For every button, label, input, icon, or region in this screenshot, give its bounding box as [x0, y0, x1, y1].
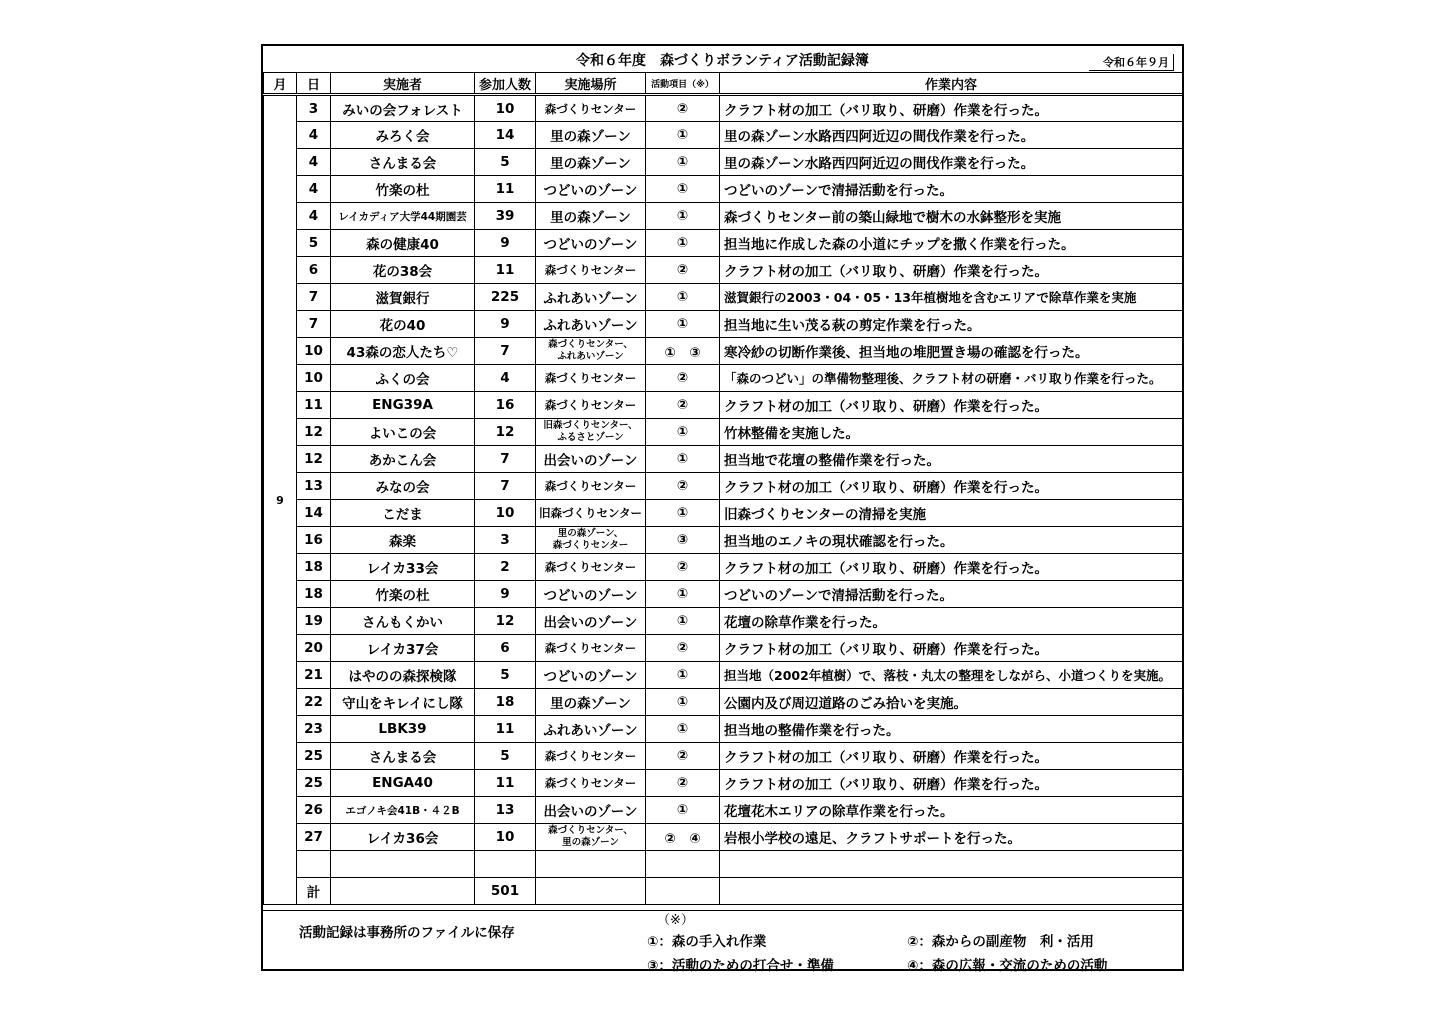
- legend-item-4: ④：森の広報・交流のための活動: [907, 958, 1108, 974]
- work-cell: クラフト材の加工（バリ取り、研磨）作業を行った。: [720, 95, 1183, 122]
- empty-cell: [646, 878, 720, 905]
- place-cell: 森づくりセンター: [536, 635, 646, 662]
- activity-cell: ①: [646, 176, 720, 203]
- total-row: [264, 878, 1183, 905]
- empty-cell: [475, 851, 536, 878]
- participants-cell: 9: [475, 230, 536, 257]
- activity-cell: ①: [646, 797, 720, 824]
- activity-log-sheet: [261, 44, 1184, 974]
- blank-row: [264, 851, 1183, 878]
- group-cell: ふくの会: [331, 365, 475, 392]
- place-cell: つどいのゾーン: [536, 581, 646, 608]
- work-cell: 担当地で花壇の整備作業を行った。: [720, 446, 1183, 473]
- table-row: [264, 797, 1183, 824]
- group-cell: レイカ33会: [331, 554, 475, 581]
- table-row: [264, 824, 1183, 851]
- participants-cell: 11: [475, 257, 536, 284]
- day-cell: 10: [297, 365, 331, 392]
- participants-cell: 10: [475, 824, 536, 851]
- table-row: [264, 95, 1183, 122]
- activity-cell: ②: [646, 392, 720, 419]
- participants-cell: 14: [475, 122, 536, 149]
- activity-cell: ①: [646, 689, 720, 716]
- participants-cell: 3: [475, 527, 536, 554]
- work-cell: 里の森ゾーン水路西四阿近辺の間伐作業を行った。: [720, 149, 1183, 176]
- work-cell: 花壇花木エリアの除草作業を行った。: [720, 797, 1183, 824]
- work-cell: クラフト材の加工（バリ取り、研磨）作業を行った。: [720, 743, 1183, 770]
- table-row: [264, 338, 1183, 365]
- work-cell: 担当地のエノキの現状確認を行った。: [720, 527, 1183, 554]
- participants-cell: 7: [475, 338, 536, 365]
- participants-cell: 10: [475, 500, 536, 527]
- table-row: [264, 581, 1183, 608]
- place-cell: 旧森づくりセンター: [536, 500, 646, 527]
- group-cell: さんまる会: [331, 743, 475, 770]
- participants-cell: 39: [475, 203, 536, 230]
- table-row: [264, 203, 1183, 230]
- activity-cell: ①: [646, 608, 720, 635]
- activity-cell: ①: [646, 500, 720, 527]
- participants-cell: 11: [475, 770, 536, 797]
- table-row: [264, 473, 1183, 500]
- participants-cell: 11: [475, 176, 536, 203]
- place-cell: [536, 419, 646, 446]
- place-cell: ふれあいゾーン: [536, 716, 646, 743]
- day-cell: 19: [297, 608, 331, 635]
- place-line-2: 里の森ゾーン: [562, 837, 619, 848]
- empty-cell: [720, 878, 1183, 905]
- day-cell: 12: [297, 419, 331, 446]
- work-cell: クラフト材の加工（バリ取り、研磨）作業を行った。: [720, 392, 1183, 419]
- group-cell: エゴノキ会41B・４２B: [331, 797, 475, 824]
- participants-cell: 11: [475, 716, 536, 743]
- place-cell: ふれあいゾーン: [536, 284, 646, 311]
- activity-cell: ①: [646, 662, 720, 689]
- empty-cell: [331, 878, 475, 905]
- day-cell: 23: [297, 716, 331, 743]
- participants-cell: 225: [475, 284, 536, 311]
- place-line-2: ふるさとゾーン: [557, 432, 624, 443]
- group-cell: さんもくかい: [331, 608, 475, 635]
- activity-cell: ②: [646, 95, 720, 122]
- group-cell: 花の38会: [331, 257, 475, 284]
- activity-cell: ①: [646, 419, 720, 446]
- place-cell: [536, 338, 646, 365]
- total-count: 501: [475, 878, 536, 905]
- table-row: [264, 446, 1183, 473]
- day-cell: 22: [297, 689, 331, 716]
- activity-cell: ②: [646, 770, 720, 797]
- table-row: [264, 149, 1183, 176]
- work-cell: 「森のつどい」の準備物整理後、クラフト材の研磨・バリ取り作業を行った。: [720, 365, 1183, 392]
- activity-cell: ①: [646, 446, 720, 473]
- table-row: [264, 527, 1183, 554]
- work-cell: 竹林整備を実施した。: [720, 419, 1183, 446]
- place-cell: [536, 527, 646, 554]
- empty-cell: [536, 878, 646, 905]
- work-cell: 滋賀銀行の2003・04・05・13年植樹地を含むエリアで除草作業を実施: [720, 284, 1183, 311]
- place-cell: 出会いのゾーン: [536, 608, 646, 635]
- participants-cell: 5: [475, 743, 536, 770]
- place-cell: 森づくりセンター: [536, 95, 646, 122]
- activity-cell: ①: [646, 311, 720, 338]
- legend-item-2: ②：森からの副産物 利・活用: [907, 934, 1094, 950]
- place-line-1: 里の森ゾーン、: [557, 528, 624, 539]
- empty-cell: [297, 851, 331, 878]
- day-cell: 6: [297, 257, 331, 284]
- group-cell: ENGA40: [331, 770, 475, 797]
- group-cell: LBK39: [331, 716, 475, 743]
- participants-cell: 5: [475, 662, 536, 689]
- day-cell: 4: [297, 122, 331, 149]
- work-cell: 担当地に作成した森の小道にチップを撒く作業を行った。: [720, 230, 1183, 257]
- participants-cell: 7: [475, 473, 536, 500]
- participants-cell: 12: [475, 608, 536, 635]
- participants-cell: 5: [475, 149, 536, 176]
- activity-cell: ①: [646, 230, 720, 257]
- place-cell: 森づくりセンター: [536, 473, 646, 500]
- empty-cell: [536, 851, 646, 878]
- participants-cell: 16: [475, 392, 536, 419]
- group-cell: 花の40: [331, 311, 475, 338]
- table-row: [264, 230, 1183, 257]
- participants-cell: 9: [475, 311, 536, 338]
- table-row: [264, 500, 1183, 527]
- place-cell: 里の森ゾーン: [536, 122, 646, 149]
- activity-cell: ①: [646, 149, 720, 176]
- day-cell: 5: [297, 230, 331, 257]
- day-cell: 25: [297, 743, 331, 770]
- table-row: [264, 419, 1183, 446]
- day-cell: 18: [297, 554, 331, 581]
- participants-cell: 18: [475, 689, 536, 716]
- group-cell: レイカ36会: [331, 824, 475, 851]
- participants-cell: 2: [475, 554, 536, 581]
- day-cell: 10: [297, 338, 331, 365]
- day-cell: 25: [297, 770, 331, 797]
- total-label: 計: [297, 878, 331, 905]
- participants-cell: 7: [475, 446, 536, 473]
- day-cell: 11: [297, 392, 331, 419]
- day-cell: 4: [297, 203, 331, 230]
- group-cell: こだま: [331, 500, 475, 527]
- table-row: [264, 176, 1183, 203]
- participants-cell: 6: [475, 635, 536, 662]
- group-cell: 森の健康40: [331, 230, 475, 257]
- place-cell: 出会いのゾーン: [536, 446, 646, 473]
- group-cell: 竹楽の杜: [331, 176, 475, 203]
- work-cell: 担当地の整備作業を行った。: [720, 716, 1183, 743]
- activity-log-table: [263, 72, 1183, 905]
- activity-cell: ③: [646, 527, 720, 554]
- activity-cell: ① ③: [646, 338, 720, 365]
- legend-item-1: ①：森の手入れ作業: [647, 934, 767, 950]
- group-cell: さんまる会: [331, 149, 475, 176]
- place-line-1: 森づくりセンター、: [548, 339, 633, 350]
- work-cell: 森づくりセンター前の築山緑地で樹木の水鉢整形を実施: [720, 203, 1183, 230]
- group-cell: みなの会: [331, 473, 475, 500]
- participants-cell: 13: [475, 797, 536, 824]
- group-cell: あかこん会: [331, 446, 475, 473]
- place-cell: 里の森ゾーン: [536, 689, 646, 716]
- header-activity: 活動項目（※）: [646, 73, 720, 95]
- table-row: [264, 311, 1183, 338]
- header-group: 実施者: [331, 73, 475, 95]
- place-cell: ふれあいゾーン: [536, 311, 646, 338]
- activity-cell: ②: [646, 365, 720, 392]
- empty-cell: [331, 851, 475, 878]
- activity-cell: ①: [646, 122, 720, 149]
- place-cell: 里の森ゾーン: [536, 149, 646, 176]
- table-body: [264, 95, 1183, 905]
- activity-cell: ①: [646, 284, 720, 311]
- place-cell: つどいのゾーン: [536, 662, 646, 689]
- day-cell: 13: [297, 473, 331, 500]
- table-row: [264, 743, 1183, 770]
- work-cell: 公園内及び周辺道路のごみ拾いを実施。: [720, 689, 1183, 716]
- day-cell: 21: [297, 662, 331, 689]
- place-cell: つどいのゾーン: [536, 176, 646, 203]
- activity-cell: ①: [646, 203, 720, 230]
- participants-cell: 9: [475, 581, 536, 608]
- place-line-1: 旧森づくりセンター、: [543, 420, 638, 431]
- group-cell: 滋賀銀行: [331, 284, 475, 311]
- place-cell: 森づくりセンター: [536, 770, 646, 797]
- table-row: [264, 392, 1183, 419]
- activity-cell: ② ④: [646, 824, 720, 851]
- activity-cell: ②: [646, 473, 720, 500]
- table-row: [264, 284, 1183, 311]
- place-cell: 森づくりセンター: [536, 392, 646, 419]
- day-cell: 4: [297, 149, 331, 176]
- group-cell: よいこの会: [331, 419, 475, 446]
- place-cell: 出会いのゾーン: [536, 797, 646, 824]
- footer: [263, 910, 1182, 974]
- place-cell: 森づくりセンター: [536, 554, 646, 581]
- header-work: 作業内容: [720, 73, 1183, 95]
- activity-cell: ②: [646, 554, 720, 581]
- group-cell: ENG39A: [331, 392, 475, 419]
- participants-cell: 4: [475, 365, 536, 392]
- group-cell: 43森の恋人たち♡: [331, 338, 475, 365]
- work-cell: クラフト材の加工（バリ取り、研磨）作業を行った。: [720, 473, 1183, 500]
- place-cell: [536, 824, 646, 851]
- activity-cell: ②: [646, 257, 720, 284]
- work-cell: クラフト材の加工（バリ取り、研磨）作業を行った。: [720, 257, 1183, 284]
- document-title: 令和６年度 森づくりボランティア活動記録簿: [576, 53, 869, 69]
- group-cell: 森楽: [331, 527, 475, 554]
- day-cell: 27: [297, 824, 331, 851]
- work-cell: 花壇の除草作業を行った。: [720, 608, 1183, 635]
- table-row: [264, 689, 1183, 716]
- participants-cell: 10: [475, 95, 536, 122]
- title-row: [263, 46, 1182, 72]
- legend-item-3: ③：活動のための打合せ・準備: [647, 958, 834, 974]
- work-cell: 担当地に生い茂る萩の剪定作業を行った。: [720, 311, 1183, 338]
- table-row: [264, 635, 1183, 662]
- table-row: [264, 554, 1183, 581]
- header-month: 月: [264, 73, 297, 95]
- participants-cell: 12: [475, 419, 536, 446]
- table-row: [264, 365, 1183, 392]
- day-cell: 4: [297, 176, 331, 203]
- place-cell: 里の森ゾーン: [536, 203, 646, 230]
- day-cell: 16: [297, 527, 331, 554]
- group-cell: はやのの森探検隊: [331, 662, 475, 689]
- day-cell: 12: [297, 446, 331, 473]
- place-cell: 森づくりセンター: [536, 365, 646, 392]
- work-cell: クラフト材の加工（バリ取り、研磨）作業を行った。: [720, 770, 1183, 797]
- day-cell: 7: [297, 284, 331, 311]
- header-row: [264, 73, 1183, 95]
- day-cell: 7: [297, 311, 331, 338]
- work-cell: 里の森ゾーン水路西四阿近辺の間伐作業を行った。: [720, 122, 1183, 149]
- group-cell: みろく会: [331, 122, 475, 149]
- day-cell: 14: [297, 500, 331, 527]
- table-row: [264, 716, 1183, 743]
- footer-note: 活動記録は事務所のファイルに保存: [299, 925, 515, 941]
- activity-cell: ②: [646, 743, 720, 770]
- day-cell: 26: [297, 797, 331, 824]
- table-row: [264, 608, 1183, 635]
- group-cell: 竹楽の杜: [331, 581, 475, 608]
- place-line-2: 森づくりセンター: [552, 540, 629, 551]
- activity-cell: ②: [646, 635, 720, 662]
- work-cell: つどいのゾーンで清掃活動を行った。: [720, 176, 1183, 203]
- work-cell: クラフト材の加工（バリ取り、研磨）作業を行った。: [720, 635, 1183, 662]
- header-day: 日: [297, 73, 331, 95]
- place-cell: 森づくりセンター: [536, 257, 646, 284]
- activity-cell: ①: [646, 716, 720, 743]
- work-cell: 岩根小学校の遠足、クラフトサポートを行った。: [720, 824, 1183, 851]
- group-cell: レイカ37会: [331, 635, 475, 662]
- month-cell: 9: [264, 95, 297, 905]
- header-place: 実施場所: [536, 73, 646, 95]
- place-cell: 森づくりセンター: [536, 743, 646, 770]
- place-cell: つどいのゾーン: [536, 230, 646, 257]
- table-row: [264, 257, 1183, 284]
- day-cell: 3: [297, 95, 331, 122]
- empty-cell: [720, 851, 1183, 878]
- work-cell: 担当地（2002年植樹）で、落枝・丸太の整理をしながら、小道つくりを実施。: [720, 662, 1183, 689]
- work-cell: 旧森づくりセンターの清掃を実施: [720, 500, 1183, 527]
- group-cell: みいの会フォレスト: [331, 95, 475, 122]
- place-line-2: ふれあいゾーン: [557, 351, 624, 362]
- day-cell: 20: [297, 635, 331, 662]
- work-cell: つどいのゾーンで清掃活動を行った。: [720, 581, 1183, 608]
- group-cell: レイカディア大学44期園芸: [331, 203, 475, 230]
- empty-cell: [646, 851, 720, 878]
- legend-mark: （※）: [657, 913, 694, 928]
- document-date: 令和６年９月: [1089, 54, 1174, 71]
- work-cell: クラフト材の加工（バリ取り、研磨）作業を行った。: [720, 554, 1183, 581]
- work-cell: 寒冷紗の切断作業後、担当地の堆肥置き場の確認を行った。: [720, 338, 1183, 365]
- activity-cell: ①: [646, 581, 720, 608]
- table-row: [264, 662, 1183, 689]
- place-line-1: 森づくりセンター、: [548, 825, 633, 836]
- table-row: [264, 122, 1183, 149]
- table-row: [264, 770, 1183, 797]
- group-cell: 守山をキレイにし隊: [331, 689, 475, 716]
- day-cell: 18: [297, 581, 331, 608]
- header-participants: 参加人数: [475, 73, 536, 95]
